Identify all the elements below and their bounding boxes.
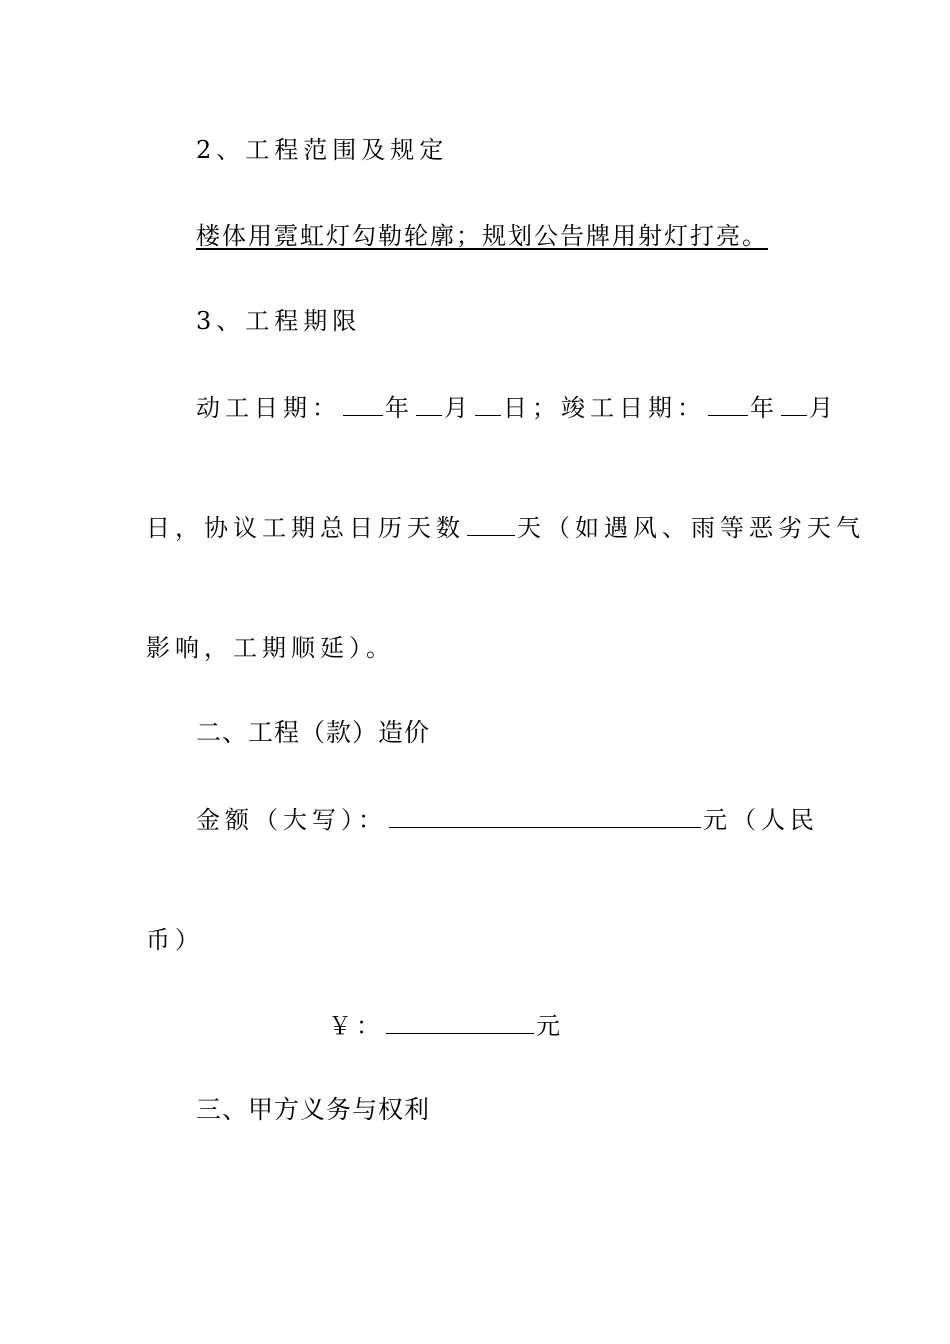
start-year-unit: 年 [385,394,414,422]
yen-label: ￥： [328,1012,384,1040]
amount-label: 金额（大写）： [196,806,387,834]
duration-line [146,512,865,544]
yen-suffix: 元 [536,1012,560,1040]
amount-suffix-continuation: 币） [146,926,204,954]
duration-continuation: 影响，工期顺延）。 [146,634,395,662]
end-date-label: 竣工日期： [561,394,706,422]
start-month-unit: 月 [444,394,473,422]
item3-title: 3、工程期限 [196,307,362,335]
start-day-blank[interactable] [475,393,501,416]
amount-blank[interactable] [389,805,701,828]
end-month-blank[interactable] [781,393,807,416]
section3-title: 三、甲方义务与权利 [196,1095,431,1124]
end-day-unit: 日， [146,514,204,542]
start-year-blank[interactable] [343,393,383,416]
end-year-blank[interactable] [708,393,748,416]
schedule-line [196,392,838,424]
amount-line [196,804,819,836]
section2-title: 二、工程（款）造价 [196,718,431,747]
total-days-label: 协议工期总日历天数 [204,514,465,542]
yen-amount-blank[interactable] [386,1011,534,1034]
start-day-unit: 日； [503,394,561,422]
days-suffix: 天（如遇风、雨等恶劣天气 [517,514,865,542]
end-year-unit: 年 [750,394,779,422]
amount-suffix: 元（人民 [703,806,819,834]
item2-title: 2、工程范围及规定 [196,136,449,164]
start-date-label: 动工日期： [196,394,341,422]
yen-line [328,1010,560,1042]
total-days-blank[interactable] [467,513,515,536]
end-month-unit: 月 [809,394,838,422]
item2-content: 楼体用霓虹灯勾勒轮廓；规划公告牌用射灯打亮。 [196,222,768,250]
start-month-blank[interactable] [416,393,442,416]
